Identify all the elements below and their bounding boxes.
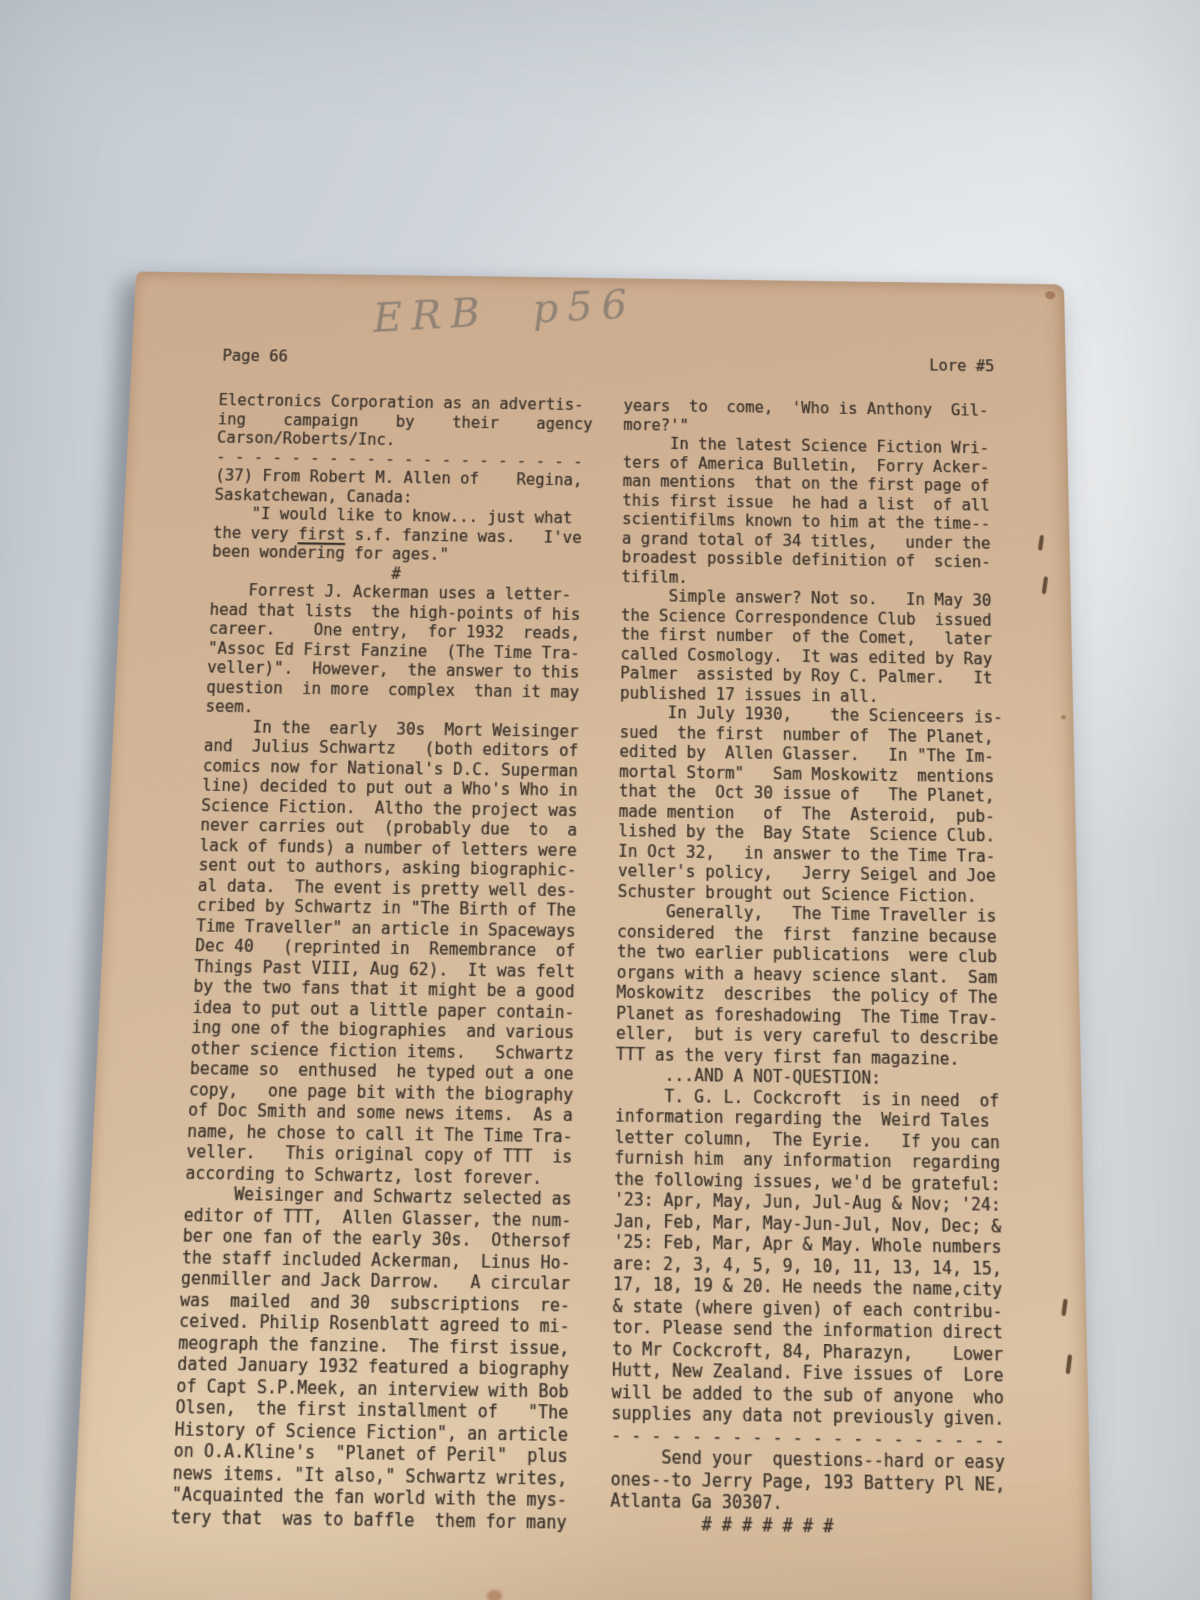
fanzine-page (68, 272, 1094, 1600)
staple (1042, 576, 1048, 594)
left-column-text-2: been wondering for ages." # Forrest J. Ackerman uses a letter- head that lists the high-points of his career. One entry, for 1932 reads, "Assoc Ed First Fanzine (The Time Tra- veller)". However, the answer to this question in more complex than it may seem. In the early 30s Mort Weisinger and Julius Schwartz (both editors of comics now for National's D.C. Superman line) decided to put out a Who's Who in Science Fiction. Altho the project was never carries out (probably due to a lack of funds) a number of letters were sent out to authors, asking biographic- al data. The event is pretty well des- cribed by Schwartz in "The Birth of The Time Traveller" an article in Spaceways Dec 40 (reprinted in Remembrance of Things Past VIII, Aug 62). It was felt by the two fans that it might be a good idea to put out a little paper contain- ing one of the biographies and various other science fiction items. Schwartz became so enthused he typed out a one copy, one page bit with the biography of Doc Smith and some news items. As a name, he chose to call it The Time Tra- veller. This original copy of TTT is according to Schwartz, lost forever. Weisinger and Schwartz selected as editor of TTT, Allen Glasser, the num- ber one fan of the early 30s. Othersof the staff included Ackerman, Linus Ho- genmiller and Jack Darrow. A circular was mailed and 30 subscriptions re- ceived. Philip Rosenblatt agreed to mi- meograph the fanzine. The first issue, dated January 1932 featured a biography of Capt S.P.Meek, an interview with Bob Olsen, the first installment of "The History of Science Fiction", an article on O.A.Kline's "Planet of Peril" plus news items. "It also," Schwartz writes, "Acquainted the fan world with the mys- tery that was to baffle them for many (170, 542, 581, 1533)
issue-title: Lore #5 (928, 356, 995, 376)
left-column-text-1: Electronics Corporation as an advertis- ing campaign by their agency Carson/Roberts/Inc. - - - - - - - - - - - - - - - - - - - - (37) From Robert M. Allen of Regina, Saskatchewan, Canada: "I would like to know... just what (213, 390, 593, 528)
left-column (170, 391, 594, 1534)
staple (1066, 1354, 1073, 1374)
paper-stain (487, 1590, 503, 1600)
corner-wear-stain (1045, 291, 1055, 299)
page-number: Page 66 (222, 346, 289, 366)
handwritten-note: ERB p56 (372, 281, 638, 342)
right-column: years to come, 'Who is Anthony Gil- more?'" In the latest Science Fiction Wri- ters of America Bulletin, Forry Acker- man mentions that on the first page of this first issue he had a list of all scientifilms known to him at the time-- a grand total of 34 titles, under the broadest possible definition of scien- tifilm. Simple answer? Not so. In May 30 the Science Correspondence Club issued the first number of the Comet, later called Cosmology. It was edited by Ray Palmer assisted by Roy C. Palmer. It published 17 issues in all. In July 1930, the Scienceers is- sued the first number of The Planet, edited by Allen Glasser. In "The Im- mortal Storm" Sam Moskowitz mentions that the Oct 30 issue of The Planet, made mention of The Asteroid, pub- lished by the Bay State Science Club. In Oct 32, in answer to the Time Tra- veller's policy, Jerry Seigel and Joe Schuster brought out Science Fiction. Generally, The Time Traveller is considered the first fanzine because the two earlier publications were club organs with a heavy science slant. Sam Moskowitz describes the policy of The Planet as foreshadowing The Time Trav- eller, but is very careful to describe TTT as the very first fan magazine. ...AND A NOT-QUESTION: T. G. L. Cockcroft is in need of information regarding the Weird Tales letter column, The Eyrie. If you can furnish him any information regarding the following issues, we'd be grateful: '23: Apr, May, Jun, Jul-Aug & Nov; '24: Jan, Feb, Mar, May-Jun-Jul, Nov, Dec; & '25: Feb, Mar, Apr & May. Whole numbers are: 2, 3, 4, 5, 9, 10, 11, 13, 14, 15, 17, 18, 19 & 20. He needs the name,city & state (where given) of each contribu- tor. Please send the information direct to Mr Cockcroft, 84, Pharazyn, Lower Hutt, New Zealand. Five issues of Lore will be added to the sub of anyone who supplies any data not previously given. - - - - - - - - - - - - - - - - - - - - Send your questions--hard or easy ones--to Jerry Page, 193 Battery Pl NE, Atlanta Ga 30307. # # # # # # # (609, 396, 1006, 1537)
staple (1061, 1298, 1067, 1316)
staple (1038, 535, 1044, 551)
underline-suffix: s.f. fanzine was. I've (344, 524, 582, 547)
edge-speck-stain (1061, 715, 1066, 719)
underline-prefix: the very (212, 523, 299, 543)
underlined-word: first (297, 524, 346, 544)
